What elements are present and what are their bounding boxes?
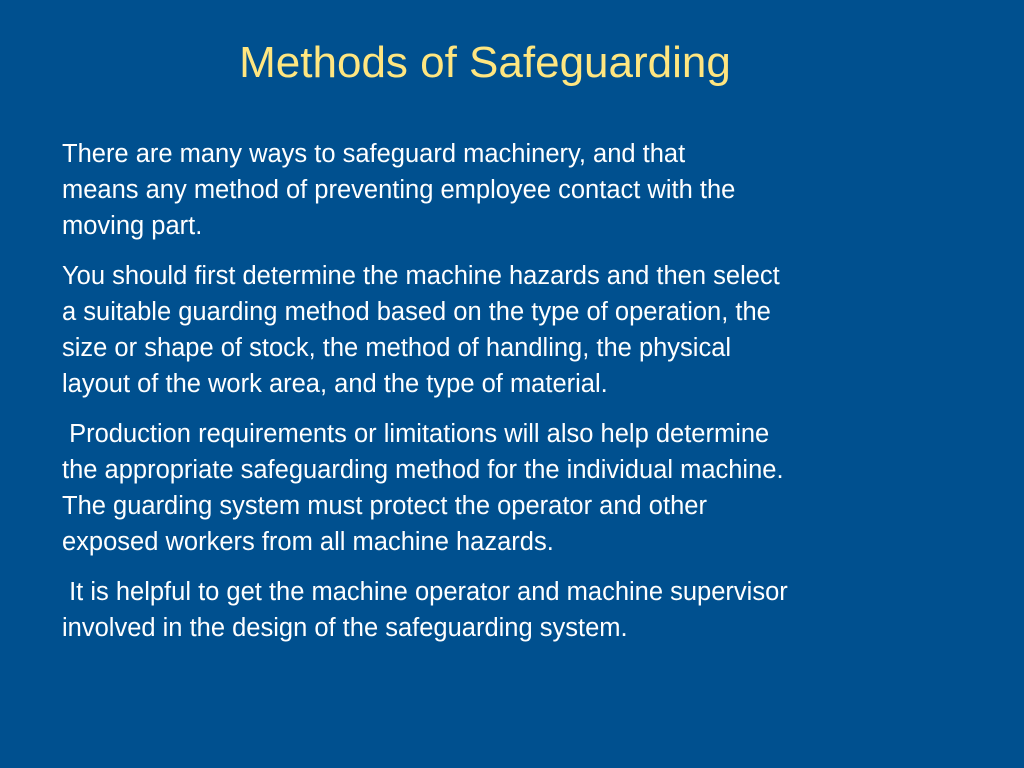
- paragraph-2-line-3: size or shape of stock, the method of handling, the physical: [62, 334, 732, 362]
- paragraph-1: [62, 136, 962, 244]
- paragraph-1-line-1: There are many ways to safeguard machinery, and that: [62, 140, 686, 168]
- paragraph-4-line-1: It is helpful to get the machine operator and machine supervisor: [62, 578, 788, 606]
- paragraph-3: [62, 416, 962, 560]
- paragraph-3-line-2: the appropriate safeguarding method for the individual machine.: [62, 456, 784, 484]
- slide-body: [62, 136, 962, 660]
- paragraph-3-line-4: exposed workers from all machine hazards.: [62, 528, 554, 556]
- paragraph-4: [62, 574, 962, 646]
- paragraph-4-line-2: involved in the design of the safeguarding system.: [62, 614, 628, 642]
- paragraph-2: [62, 258, 962, 402]
- paragraph-1-line-2: means any method of preventing employee contact with the: [62, 176, 736, 204]
- paragraph-2-line-2: a suitable guarding method based on the type of operation, the: [62, 298, 771, 326]
- paragraph-3-line-3: The guarding system must protect the operator and other: [62, 492, 707, 520]
- paragraph-2-line-1: You should first determine the machine hazards and then select: [62, 262, 780, 290]
- paragraph-1-line-3: moving part.: [62, 212, 203, 240]
- paragraph-3-line-1: Production requirements or limitations will also help determine: [62, 420, 770, 448]
- paragraph-2-line-4: layout of the work area, and the type of material.: [62, 370, 608, 398]
- slide-title: Methods of Safeguarding: [239, 38, 731, 87]
